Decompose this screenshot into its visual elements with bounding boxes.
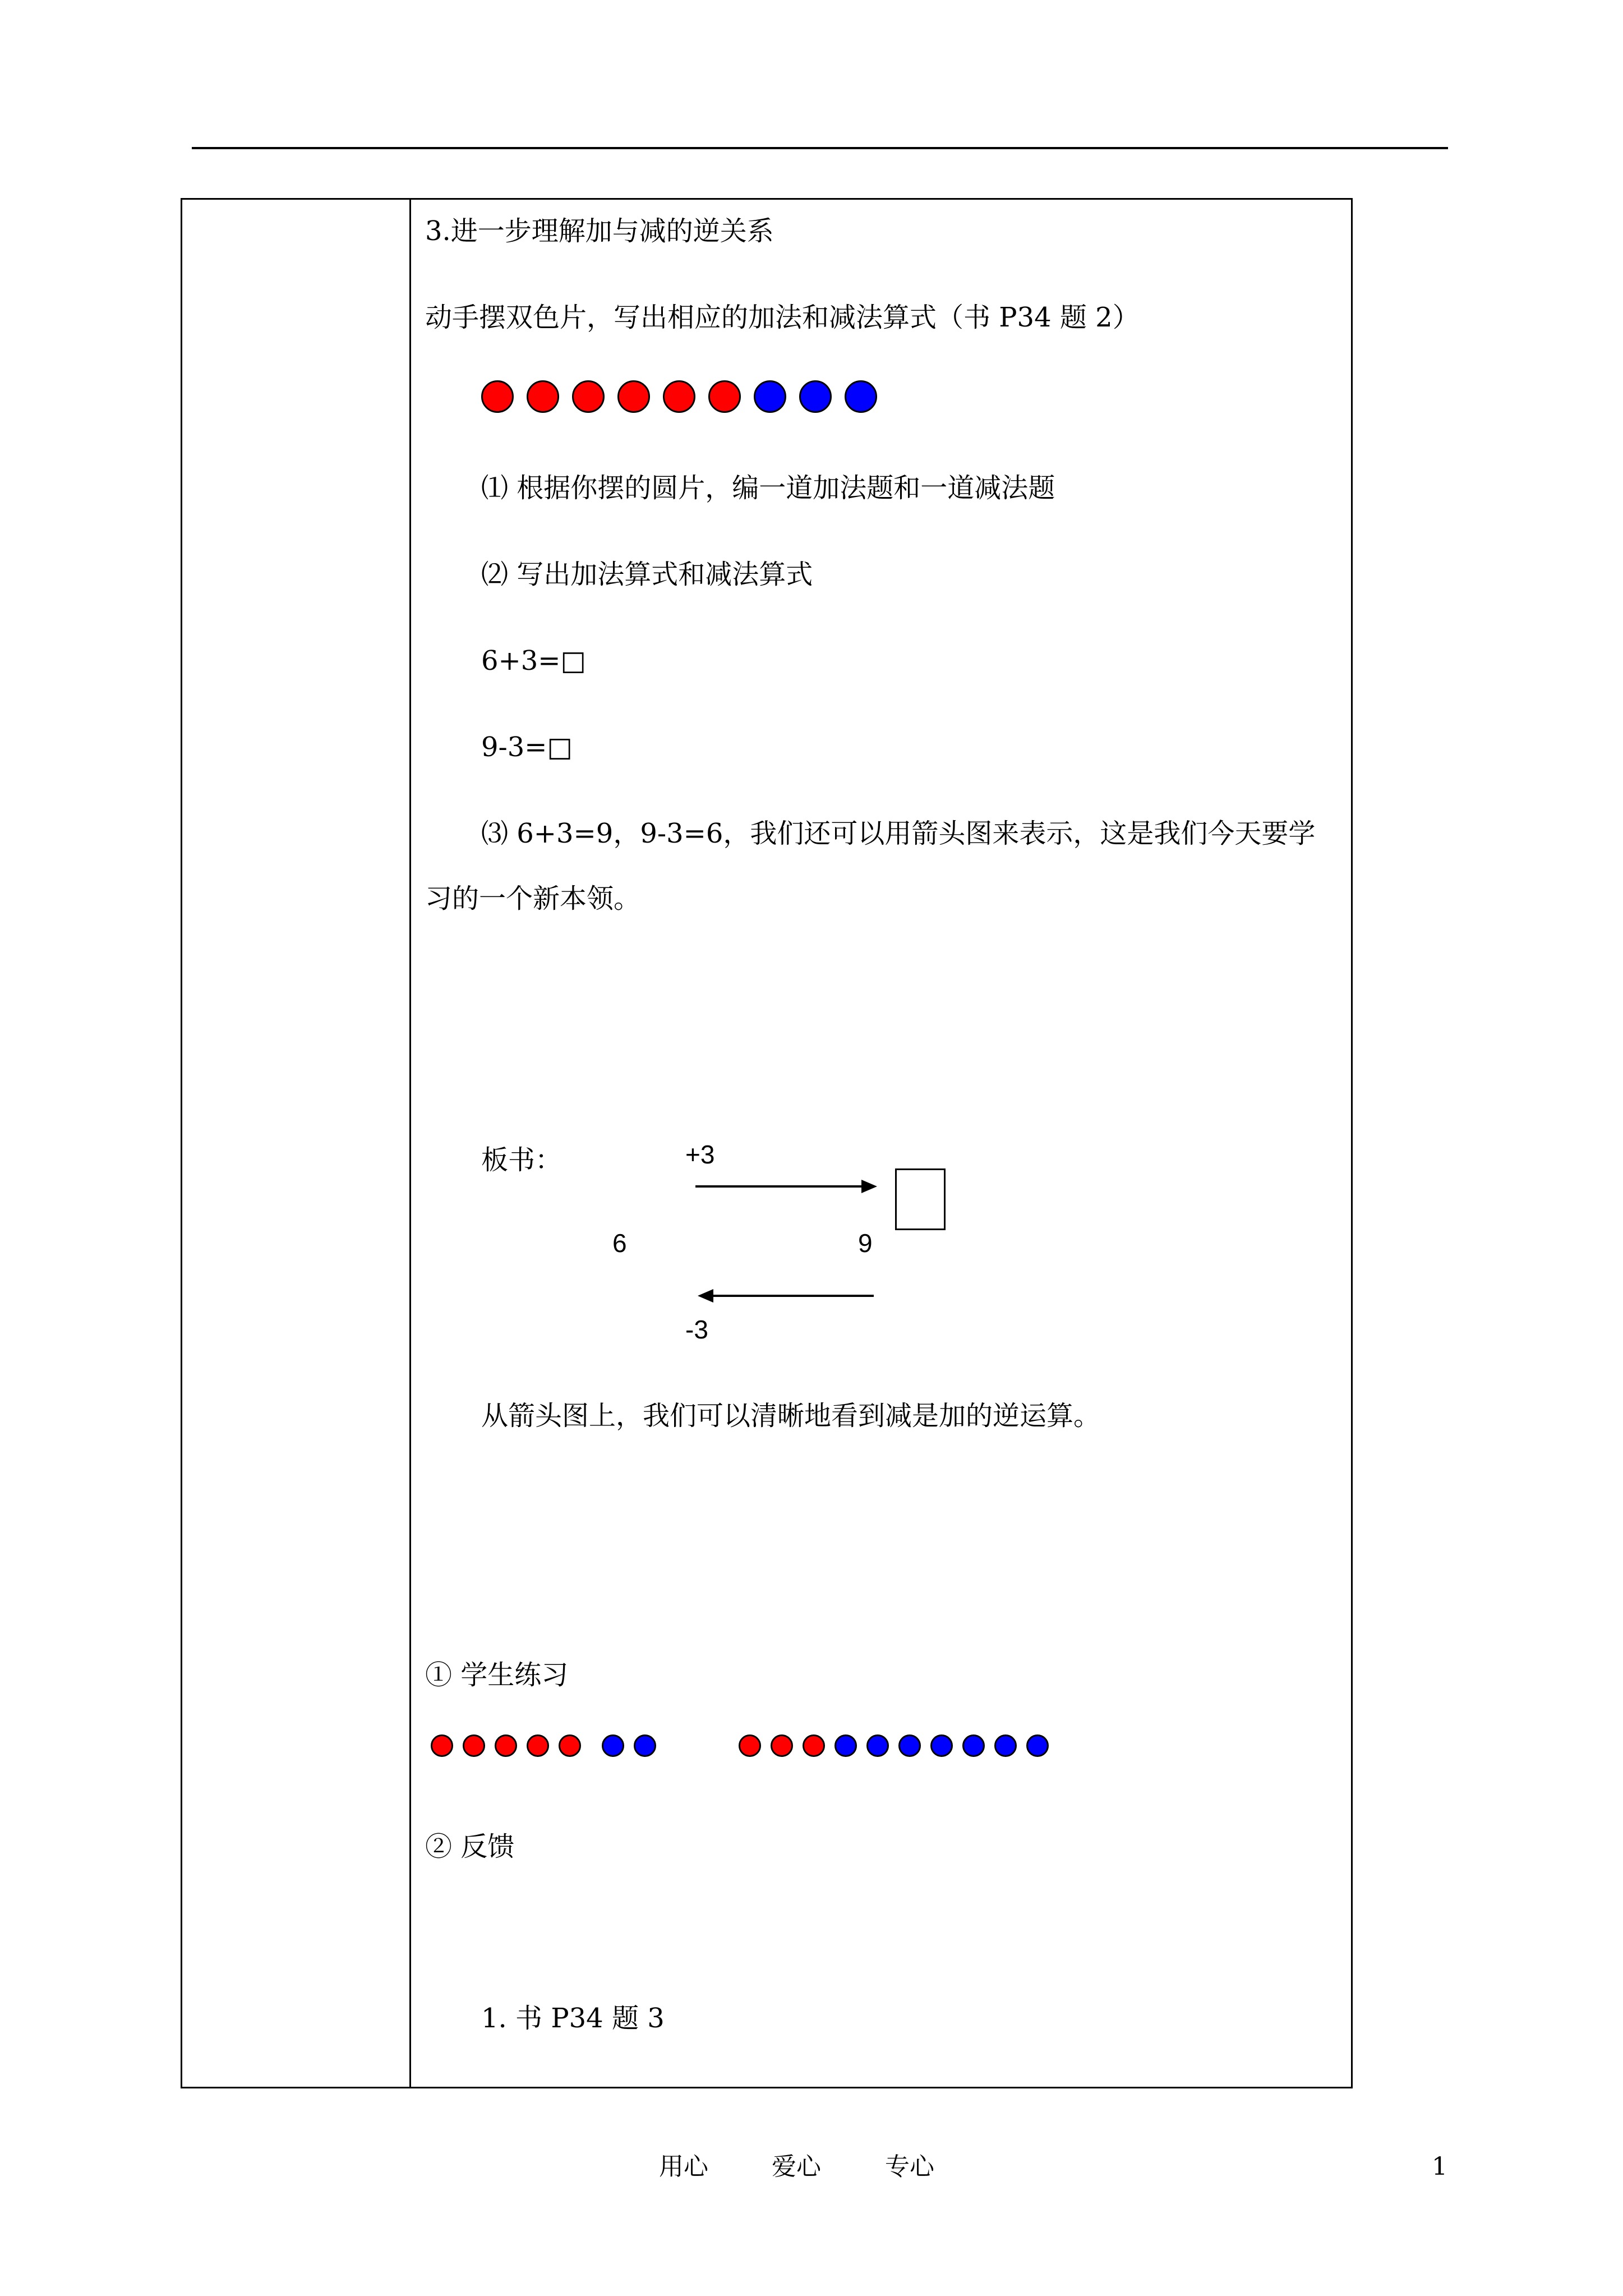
minus-three-label: -3 <box>685 1315 708 1344</box>
footer-slogan-2: 爱心 <box>772 2152 821 2181</box>
plus-three-label: +3 <box>685 1140 715 1169</box>
red-chip <box>739 1734 761 1757</box>
blue-chip <box>866 1734 889 1757</box>
exercise-reference: 1. 书 P34 题 3 <box>481 2003 665 2034</box>
blue-chip <box>994 1734 1017 1757</box>
step-2-text: ⑵ 写出加法算式和减法算式 <box>481 559 813 590</box>
red-chip <box>495 1734 517 1757</box>
blue-chip <box>930 1734 953 1757</box>
red-chip <box>559 1734 581 1757</box>
counter-chips-row <box>481 380 890 413</box>
step-3-continuation: 习的一个新本领。 <box>425 883 641 914</box>
red-chip <box>708 380 741 413</box>
left-number: 6 <box>612 1228 627 1258</box>
red-chip <box>572 380 605 413</box>
right-number: 9 <box>858 1228 873 1258</box>
board-label: 板书： <box>481 1144 562 1176</box>
red-chip <box>803 1734 825 1757</box>
step-1-text: ⑴ 根据你摆的圆片，编一道加法题和一道减法题 <box>481 472 1055 504</box>
blue-chip <box>898 1734 921 1757</box>
red-chip <box>663 380 695 413</box>
step-3-text: ⑶ 6+3=9，9-3=6，我们还可以用箭头图来表示，这是我们今天要学 <box>481 818 1316 849</box>
page-number: 1 <box>1432 2152 1447 2181</box>
red-chip <box>527 1734 549 1757</box>
table-column-divider <box>409 198 411 2088</box>
blue-chip <box>602 1734 624 1757</box>
practice-heading: ① 学生练习 <box>425 1659 569 1691</box>
footer-slogan-1: 用心 <box>659 2152 708 2181</box>
instruction-text: 动手摆双色片，写出相应的加法和减法算式（书 P34 题 2） <box>425 302 1140 333</box>
forward-arrow-icon <box>695 1178 880 1195</box>
footer-slogan-3: 专心 <box>885 2152 934 2181</box>
red-chip <box>617 380 650 413</box>
header-rule <box>192 147 1448 149</box>
blue-chip <box>1026 1734 1049 1757</box>
blue-chip <box>962 1734 985 1757</box>
conclusion-text: 从箭头图上，我们可以清晰地看到减是加的逆运算。 <box>481 1400 1101 1432</box>
blue-chip <box>634 1734 656 1757</box>
red-chip <box>463 1734 485 1757</box>
red-chip <box>527 380 559 413</box>
answer-box <box>895 1168 946 1230</box>
red-chip <box>431 1734 453 1757</box>
feedback-heading: ② 反馈 <box>425 1831 515 1862</box>
blue-chip <box>754 380 786 413</box>
addition-equation: 6+3=□ <box>481 645 586 677</box>
blue-chip <box>834 1734 857 1757</box>
backward-arrow-icon <box>695 1287 880 1304</box>
red-chip <box>481 380 514 413</box>
section-title: 3.进一步理解加与减的逆关系 <box>425 215 774 247</box>
subtraction-equation: 9-3=□ <box>481 731 573 763</box>
blue-chip <box>799 380 832 413</box>
red-chip <box>771 1734 793 1757</box>
blue-chip <box>845 380 877 413</box>
practice-chips-row <box>431 1734 1058 1757</box>
